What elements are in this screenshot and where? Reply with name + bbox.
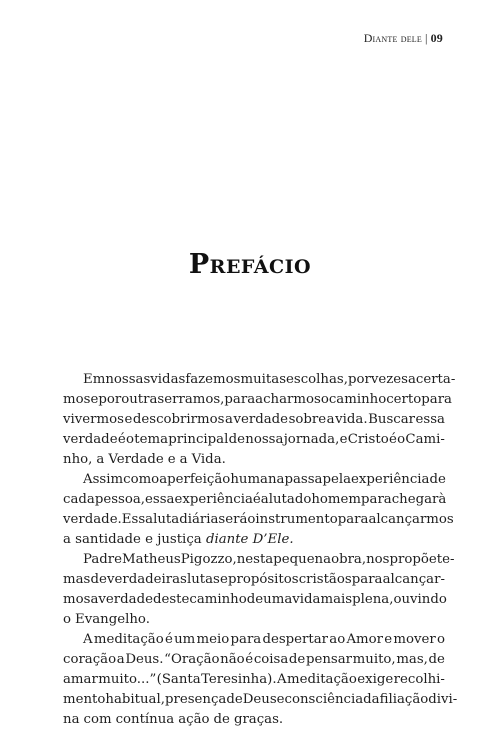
word: presença (164, 692, 227, 707)
chapter-title (0, 249, 500, 280)
word: outras (121, 392, 165, 407)
word: experiência (174, 492, 253, 507)
word: nos (366, 552, 390, 567)
word: é (164, 632, 173, 647)
word: e (219, 572, 228, 587)
word: o (397, 432, 406, 447)
word: mas (63, 572, 91, 587)
paragraph-2 (63, 470, 454, 550)
word: Verdade (108, 452, 164, 467)
running-header-book-title: Diante dele (363, 31, 422, 45)
text-line (63, 430, 445, 450)
text-line-italic-part: diante D’Ele. (205, 532, 294, 547)
word: nossa (245, 432, 284, 447)
word: uma (263, 592, 293, 607)
word: recolhi- (393, 672, 445, 687)
text-line (63, 590, 445, 610)
word: de (90, 572, 107, 587)
word: de (246, 592, 264, 607)
text-line (63, 410, 445, 430)
page-number: 09 (430, 31, 443, 45)
word: um (174, 632, 196, 647)
word: e (167, 452, 176, 467)
word: homem (311, 492, 361, 507)
word: pequena (273, 552, 332, 567)
word: cada (63, 492, 95, 507)
word: alcançarmos (368, 512, 454, 527)
word: Teresinha). (201, 672, 277, 687)
word: graças. (233, 712, 284, 727)
word: é (117, 432, 126, 447)
word: com (83, 712, 112, 727)
word: de (226, 692, 243, 707)
word: descobrirmos (132, 412, 225, 427)
word: ação (178, 712, 210, 727)
word: nho, (63, 452, 93, 467)
word: caminho (189, 592, 247, 607)
word: Pigozzo, (180, 552, 237, 567)
word: cristãos (298, 572, 352, 587)
word: pensar (305, 652, 353, 667)
word: ao (329, 632, 346, 647)
word: o (63, 612, 72, 627)
word: contínua (115, 712, 175, 727)
word: exige (357, 672, 394, 687)
word: filiação (379, 692, 429, 707)
word: é (252, 492, 261, 507)
word: verdadeiras (106, 572, 187, 587)
paragraph-4 (63, 630, 458, 730)
word: nesta (236, 552, 274, 567)
word: coisa (253, 652, 289, 667)
word: passa (284, 472, 323, 487)
word: o (125, 432, 134, 447)
word: verdade (63, 432, 118, 447)
word: Essa (121, 512, 154, 527)
word: Assim (83, 472, 124, 487)
word: perfeição (167, 472, 231, 487)
word: será (218, 512, 248, 527)
word: muito...” (98, 672, 157, 687)
word: instrumento (255, 512, 338, 527)
text-line-plain-part: a santidade e justiça (63, 532, 202, 547)
word: o (320, 392, 329, 407)
word: para (337, 512, 369, 527)
word: a (96, 452, 105, 467)
word: Cristo (347, 432, 389, 447)
text-line (63, 710, 445, 730)
text-line (63, 690, 458, 710)
word: verdade (98, 592, 153, 607)
word: de (213, 712, 230, 727)
word: mos (63, 392, 91, 407)
running-header (364, 31, 443, 46)
word: A (276, 672, 287, 687)
word: despertar (262, 632, 329, 647)
word: meditação (93, 632, 164, 647)
word: erramos, (164, 392, 225, 407)
word: Buscar (368, 412, 415, 427)
word: a (179, 452, 188, 467)
word: “Oração (164, 652, 220, 667)
word: divi- (428, 692, 458, 707)
word: Cami- (405, 432, 445, 447)
text-line (63, 510, 454, 530)
text-line (63, 670, 445, 690)
word: diária (179, 512, 219, 527)
word: para (224, 392, 256, 407)
word: por (98, 392, 122, 407)
word: Padre (83, 552, 123, 567)
paragraph-3 (63, 550, 455, 630)
word: fazemos (185, 372, 241, 387)
word: lutas (186, 572, 220, 587)
word: escolhas, (286, 372, 348, 387)
word: e (384, 632, 393, 647)
word: muitas (240, 372, 287, 387)
word: (Santa (156, 672, 201, 687)
word: Matheus (122, 552, 181, 567)
word: chegar (391, 492, 439, 507)
text-line-with-italic (63, 530, 445, 550)
word: te- (436, 552, 455, 567)
word: por (347, 372, 371, 387)
word: não (220, 652, 245, 667)
word: mento (63, 692, 106, 707)
word: mover (393, 632, 436, 647)
word: a (159, 472, 168, 487)
word: luta (268, 492, 295, 507)
word: a (116, 652, 125, 667)
word: é (245, 652, 254, 667)
word: acharmos (255, 392, 321, 407)
word: à (438, 492, 447, 507)
word: sobre (288, 412, 327, 427)
word: deste (152, 592, 190, 607)
word: plena, (352, 592, 394, 607)
word: vida. (335, 412, 368, 427)
word: é (388, 432, 397, 447)
body-text (63, 370, 458, 730)
word: para (361, 492, 392, 507)
word: a (260, 492, 269, 507)
word: humana (230, 472, 285, 487)
word: para (351, 572, 383, 587)
word: habitual, (105, 692, 165, 707)
word: verdade (233, 412, 289, 427)
word: essa (145, 492, 175, 507)
text-line (63, 630, 445, 650)
word: verdade. (63, 512, 122, 527)
word: a (225, 412, 233, 427)
word: Deus (242, 692, 277, 707)
word: acerta- (407, 372, 456, 387)
word: na (63, 712, 80, 727)
word: como (123, 472, 160, 487)
word: vezes (370, 372, 408, 387)
word: amar (63, 672, 98, 687)
word: experiência (351, 472, 430, 487)
word: jornada, (283, 432, 340, 447)
paragraph-1 (63, 370, 456, 470)
word: e (124, 412, 133, 427)
word: pessoa, (94, 492, 146, 507)
word: essa (415, 412, 445, 427)
word: meio (196, 632, 230, 647)
word: muito, (352, 652, 396, 667)
text-line (63, 550, 455, 570)
text-line (63, 610, 445, 630)
word: consciência (284, 692, 364, 707)
text-line (63, 470, 445, 490)
word: mos (63, 592, 91, 607)
word: da (363, 692, 380, 707)
word: nossas (105, 372, 151, 387)
word: o (436, 632, 445, 647)
word: o (247, 512, 256, 527)
word: propõe (389, 552, 437, 567)
word: A (83, 632, 93, 647)
chapter-title-text: Prefácio (188, 249, 312, 280)
word: tema (134, 432, 168, 447)
word: e (90, 392, 99, 407)
text-line (63, 490, 445, 510)
word: Em (83, 372, 106, 387)
word: de (228, 432, 245, 447)
word: de (288, 652, 306, 667)
word: do (294, 492, 312, 507)
text-line (63, 390, 452, 410)
word: para (230, 632, 262, 647)
text-line (63, 570, 445, 590)
word: a (326, 412, 335, 427)
word: vida (292, 592, 321, 607)
word: coração (63, 652, 117, 667)
word: Deus. (125, 652, 164, 667)
running-header-separator: | (424, 31, 428, 45)
word: para (421, 392, 452, 407)
word: e (276, 692, 285, 707)
word: de (429, 472, 446, 487)
word: certo (386, 392, 422, 407)
word: mas, (396, 652, 428, 667)
word: de (428, 652, 445, 667)
word: e (339, 432, 348, 447)
word: vivermos (63, 412, 124, 427)
word: obra, (331, 552, 367, 567)
text-line (63, 370, 456, 390)
text-line (63, 650, 445, 670)
word: luta (153, 512, 180, 527)
word: Vida. (191, 452, 226, 467)
word: ouvindo (393, 592, 447, 607)
word: caminho (328, 392, 387, 407)
word: meditação (286, 672, 357, 687)
word: Amor (346, 632, 384, 647)
text-line (63, 450, 445, 470)
word: pela (322, 472, 352, 487)
word: vidas (150, 372, 186, 387)
word: alcançar- (382, 572, 445, 587)
word: Evangelho. (75, 612, 150, 627)
word: mais (320, 592, 353, 607)
word: principal (168, 432, 229, 447)
word: a (90, 592, 99, 607)
word: propósitos (227, 572, 299, 587)
